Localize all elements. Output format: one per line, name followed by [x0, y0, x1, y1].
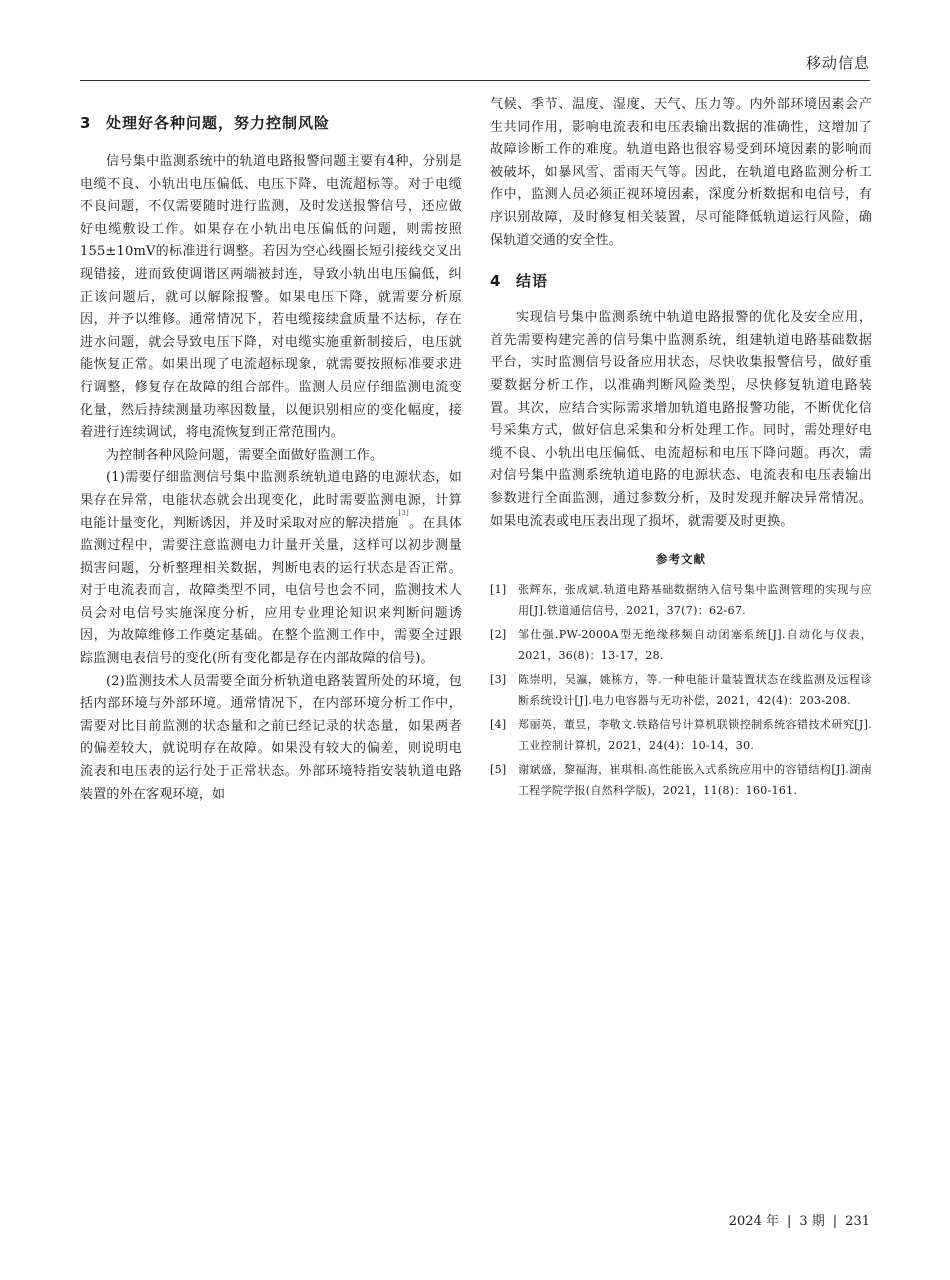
- page-number: 231: [845, 1214, 870, 1229]
- reference-item: [490, 579, 872, 621]
- footer-separator: |: [832, 1214, 838, 1229]
- reference-text: 郑丽英，董昱，李敬文.铁路信号计算机联锁控制系统容错技术研究[J].工业控制计算机，2021，24(4)：10-14，30.: [518, 718, 872, 753]
- references-title: 参考文献: [656, 552, 706, 567]
- right-column: [490, 94, 872, 804]
- reference-number: [1]: [490, 583, 507, 597]
- footer-issue: 3 期: [799, 1214, 825, 1229]
- reference-number: [2]: [490, 628, 507, 642]
- paragraph: (2)监测技术人员需要全面分析轨道电路装置所处的环境，包括内部环境与外部环境。通常情况下，在内部环境分析工作中，需要对比目前监测的状态量和之前已经记录的状态量，如果两者的偏差较大，就说明存在故障。如果没有较大的偏差，则说明电流表和电压表的运行处于正常状态。外部环境特指安装轨道电路装置的外在客观环境，如: [80, 673, 462, 802]
- reference-text: 谢斌盛，黎福海，崔琪相.高性能嵌入式系统应用中的容错结构[J].湖南工程学院学报(自然科学版)，2021，11(8)：160-161.: [518, 763, 872, 798]
- section-4-number: 4: [490, 272, 502, 291]
- footer-year: 2024 年: [728, 1214, 779, 1229]
- paragraph: 信号集中监测系统中的轨道电路报警问题主要有4种，分别是电缆不良、小轨出电压偏低、电压下降、电流超标等。对于电缆不良问题，不仅需要随时进行监测，及时发送报警信号，还应做好电缆敷设工作。如果存在小轨出电压偏低的问题，则需按照155±10mV的标准进行调整。若因为空心线圈长短引接线交叉出现错接，进而致使调谐区两端被封连，导致小轨出电压偏低，纠正该问题后，就可以解除报警。如果电压下降，就需要分析原因，并予以维修。通常情况下，若电缆接续盒质量不达标，存在进水问题，就会导致电压下降，对电缆实施重新制接后，电压就能恢复正常。如果出现了电流超标现象，就需要按照标准要求进行调整，修复存在故障的组合部件。监测人员应仔细监测电流变化量，然后持续测量功率因数量，以便识别相应的变化幅度，接着进行连续调试，将电流恢复到正常范围内。: [80, 154, 462, 441]
- header-rule: [80, 80, 870, 81]
- paragraph-text: (1)需要仔细监测信号集中监测系统轨道电路的电源状态，如果存在异常，电能状态就会出现变化，此时需要监测电源，计算电能计量变化，判断诱因，并及时采取对应的解决措施: [80, 470, 462, 531]
- paragraph: 实现信号集中监测系统中轨道电路报警的优化及安全应用，首先需要构建完善的信号集中监测系统，组建轨道电路基础数据平台，实时监测信号设备应用状态，尽快收集报警信号，做好重要数据分析工作，以准确判断风险类型，尽快修复轨道电路装置。其次，应结合实际需求增加轨道电路报警功能，不断优化信号采集方式，做好信息采集和分析处理工作。同时，需处理好电缆不良、小轨出电压偏低、电流超标和电压下降问题。再次，需对信号集中监测系统轨道电路的电源状态、电流表和电压表输出参数进行全面监测，通过参数分析，及时发现并解决异常情况。如果电流表或电压表出现了损坏，就需要及时更换。: [490, 310, 872, 529]
- paragraph-text: 。在具体监测过程中，需要注意监测电力计量开关量，这样可以初步测量损害问题，分析整理相关数据，判断电表的运行状态是否正常。对于电流表而言，故障类型不同，电信号也会不同，监测技术人员会对电信号实施深度分析，应用专业理论知识来判断问题诱因，为故障维修工作奠定基础。在整个监测工作中，需要全过跟踪监测电表信号的变化(所有变化都是存在内部故障的信号)。: [80, 515, 462, 667]
- reference-text: 陈崇明，吴瀛，姚栋方，等.一种电能计量装置状态在线监测及远程诊断系统设计[J].电力电容器与无功补偿，2021，42(4)：203-208.: [518, 673, 872, 708]
- citation: [3]: [398, 508, 409, 517]
- reference-item: [490, 714, 872, 756]
- section-3-number: 3: [80, 114, 92, 132]
- section-4-title: 结语: [516, 272, 549, 291]
- journal-name: 移动信息: [805, 54, 870, 72]
- section-3-heading: [80, 112, 462, 133]
- reference-number: [5]: [490, 763, 507, 777]
- page-footer: [729, 1210, 870, 1229]
- paragraph: [80, 467, 462, 670]
- section-4-heading: [490, 270, 872, 291]
- section-3-title: 处理好各种问题，努力控制风险: [106, 114, 331, 132]
- reference-item: [490, 669, 872, 711]
- reference-text: 张辉东，张成斌.轨道电路基础数据纳入信号集中监测管理的实现与应用[J].铁道通信信号，2021，37(7)：62-67.: [518, 583, 872, 618]
- reference-number: [4]: [490, 718, 507, 732]
- paragraph: 气候、季节、温度、湿度、天气、压力等。内外部环境因素会产生共同作用，影响电流表和电压表输出数据的准确性，这增加了故障诊断工作的难度。轨道电路也很容易受到环境因素的影响而被破坏，如暴风雪、雷雨天气等。因此，在轨道电路监测分析工作中，监测人员必须正视环境因素，深度分析数据和电信号，有序识别故障，及时修复相关装置，尽可能降低轨道运行风险，确保轨道交通的安全性。: [490, 97, 872, 248]
- left-column: [80, 90, 462, 806]
- reference-list: [490, 579, 872, 801]
- reference-item: [490, 759, 872, 801]
- reference-item: [490, 624, 872, 666]
- reference-text: 邹仕强.PW-2000A型无绝缘移频自动闭塞系统[J].自动化与仪表，2021，36(8)：13-17，28.: [518, 628, 872, 663]
- footer-separator: |: [786, 1214, 792, 1229]
- paragraph: 为控制各种风险问题，需要全面做好监测工作。: [106, 447, 384, 463]
- reference-number: [3]: [490, 673, 507, 687]
